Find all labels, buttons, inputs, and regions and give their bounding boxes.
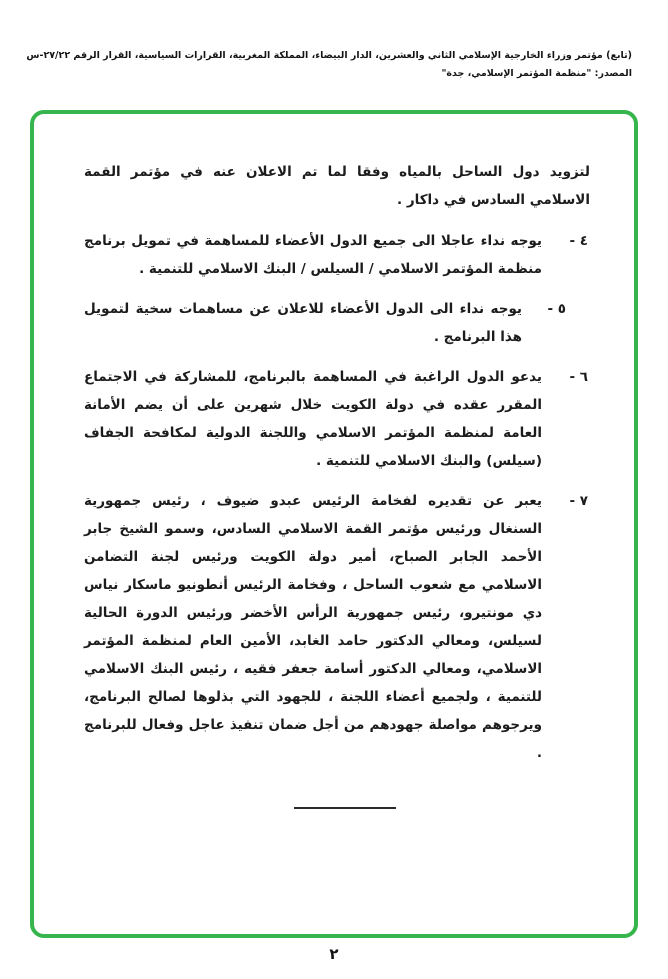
- resolution-item-5: [84, 295, 590, 351]
- item-number: ٧ -: [569, 493, 588, 509]
- resolution-item-4: [84, 227, 590, 283]
- item-number: ٤ -: [569, 233, 588, 249]
- page-number: ٢: [329, 945, 339, 963]
- content-border-frame: [30, 110, 638, 938]
- item-text: يعبر عن تقديره لفخامة الرئيس عبدو ضيوف ، رئيس جمهورية السنغال ورئيس مؤتمر القمة الاسلامي السادس، وسمو الشيخ جابر الأحمد الجابر الصباح، أمير دولة الكويت ورئيس لجنة التضامن الاسلامي مع شعوب الساحل ، وفخامة الرئيس أنطونيو ماسكار نياس دي مونتيرو، رئيس جمهورية الرأس الأخضر ورئيس الدورة الحالية لسيلس، ومعالي الدكتور حامد الغابد، الأمين العام لمنظمة المؤتمر الاسلامي، ومعالي الدكتور أسامة جعفر فقيه ، رئيس البنك الاسلامي للتنمية ، ولجميع أعضاء اللجنة ، للجهود التي بذلوها لصالح البرنامج، ويرجوهم مواصلة جهودهم من أجل ضمان تنفيذ عاجل وفعال للبرنامج .: [84, 493, 542, 761]
- header-citation: (تابع) مؤتمر وزراء الخارجية الإسلامي الثاني والعشرين، الدار البيضاء، المملكة المغربية، القرارات السياسية، القرار الرقم ٢٧/٢٢-س: [26, 50, 632, 61]
- item-text: يوجه نداء الى الدول الأعضاء للاعلان عن مساهمات سخية لتمويل هذا البرنامج .: [84, 301, 522, 345]
- document-header: [20, 50, 632, 79]
- intro-paragraph: لتزويد دول الساحل بالمياه وفقا لما تم الاعلان عنه في مؤتمر القمة الاسلامي السادس في داكار .: [84, 164, 590, 208]
- item-number: ٥ -: [547, 301, 566, 317]
- document-body: [34, 114, 634, 934]
- item-number: ٦ -: [569, 369, 588, 385]
- item-text: يدعو الدول الراغبة في المساهمة بالبرنامج، للمشاركة في الاجتماع المقرر عقده في دولة الكويت خلال شهرين على أن يضم الأمانة العامة لمنظمة المؤتمر الاسلامي واللجنة الدولية لمكافحة الجفاف (سيلس) والبنك الاسلامي للتنمية .: [84, 369, 542, 469]
- separator-line: [294, 807, 396, 809]
- resolution-item-7: [84, 487, 590, 767]
- header-source: المصدر: "منظمة المؤتمر الإسلامي، جدة": [441, 68, 632, 79]
- item-text: يوجه نداء عاجلا الى جميع الدول الأعضاء للمساهمة في تمويل برنامج منظمة المؤتمر الاسلامي / السيلس / البنك الاسلامي للتنمية .: [84, 233, 542, 277]
- resolution-item-6: [84, 363, 590, 475]
